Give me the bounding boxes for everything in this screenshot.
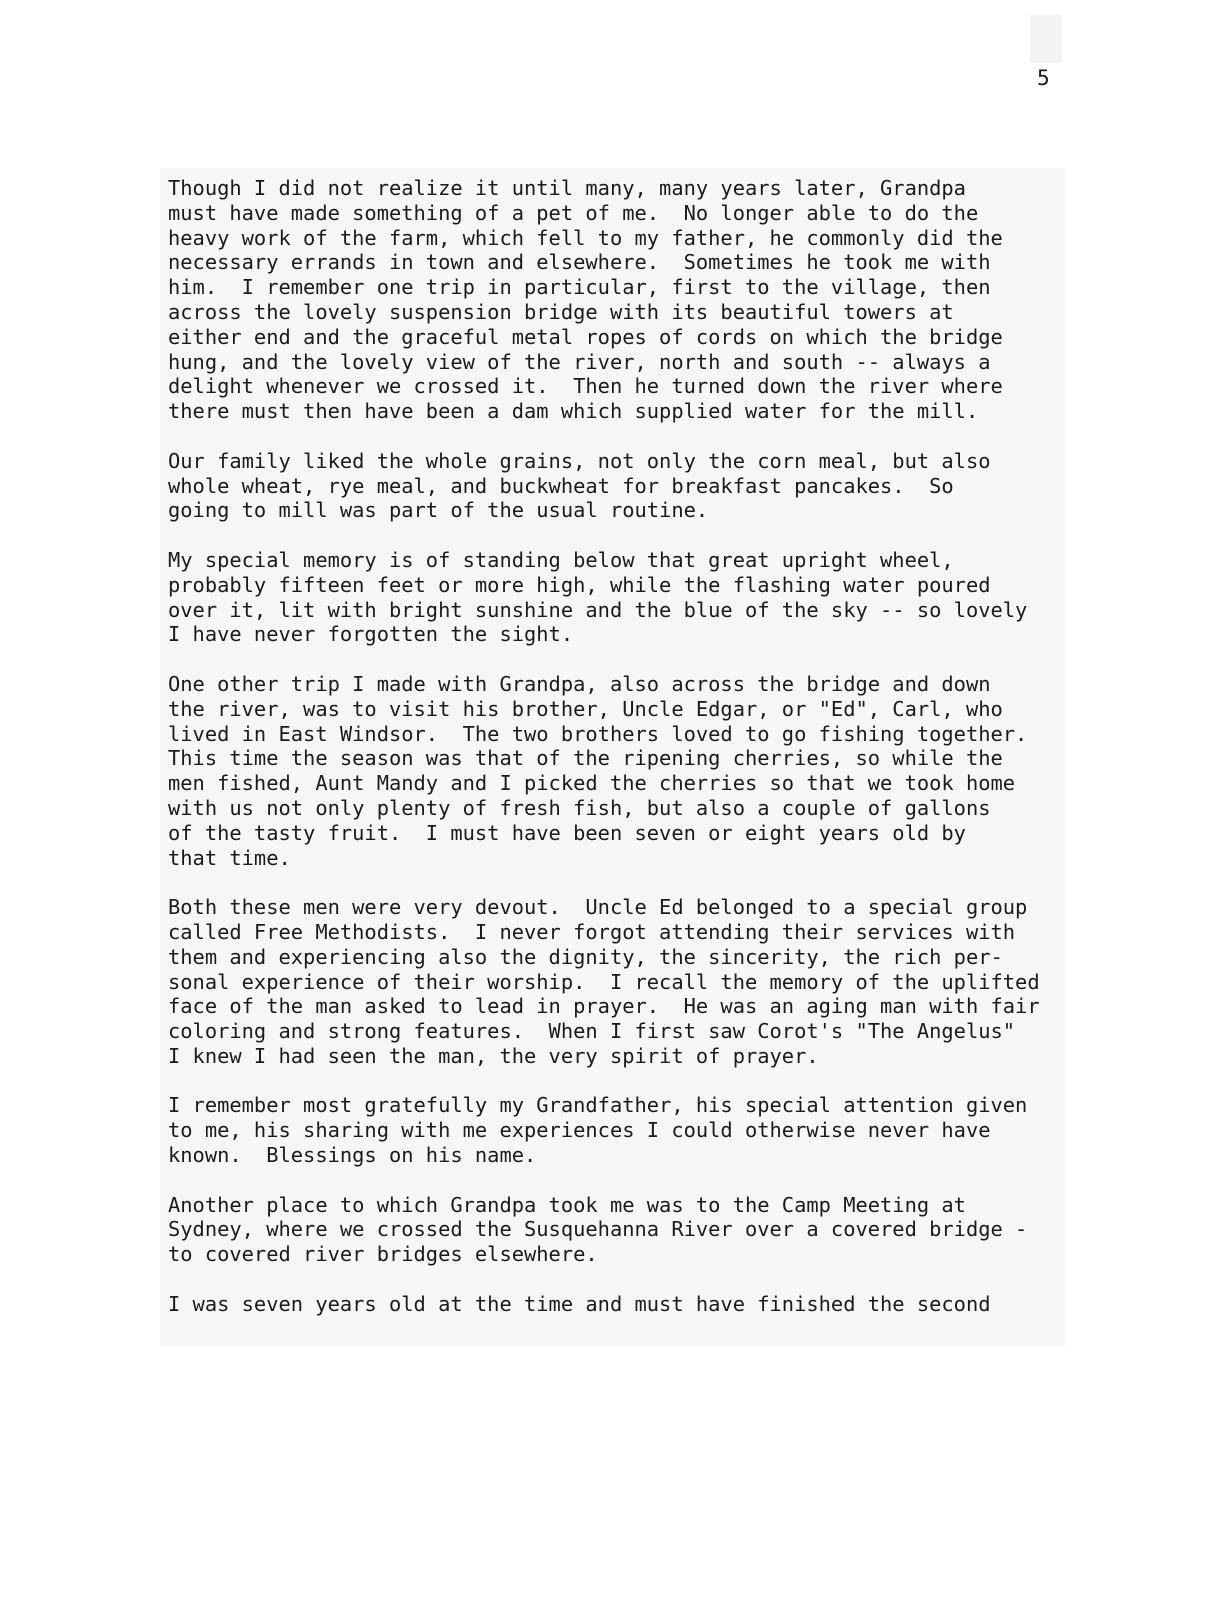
text-line: hung, and the lovely view of the river, north and south -- always a	[168, 349, 991, 374]
text-line: delight whenever we crossed it. Then he turned down the river where	[168, 374, 1003, 399]
text-line: him. I remember one trip in particular, first to the village, then	[168, 275, 991, 300]
text-line: lived in East Windsor. The two brothers loved to go fishing together.	[168, 721, 1028, 746]
text-line: Sydney, where we crossed the Susquehanna River over a covered bridge -	[168, 1217, 1028, 1242]
text-line: the river, was to visit his brother, Uncle Edgar, or "Ed", Carl, who	[168, 696, 1003, 721]
text-line: them and experiencing also the dignity, the sincerity, the rich per-	[168, 944, 1003, 969]
text-line: sonal experience of their worship. I recall the memory of the uplifted	[168, 969, 1040, 994]
text-line: either end and the graceful metal ropes of cords on which the bridge	[168, 324, 1003, 349]
body-text	[168, 176, 1063, 1341]
text-line: I have never forgotten the sight.	[168, 622, 574, 647]
text-line: face of the man asked to lead in prayer. He was an aging man with fair	[168, 994, 1040, 1019]
paragraph	[168, 1193, 1063, 1267]
text-line: I knew I had seen the man, the very spirit of prayer.	[168, 1043, 819, 1068]
text-line: whole wheat, rye meal, and buckwheat for breakfast pancakes. So	[168, 473, 954, 498]
text-line: Another place to which Grandpa took me was to the Camp Meeting at	[168, 1192, 966, 1217]
paragraph	[168, 1093, 1063, 1167]
text-line: coloring and strong features. When I first saw Corot's "The Angelus"	[168, 1019, 1016, 1044]
paragraph	[168, 548, 1063, 647]
text-line: across the lovely suspension bridge with its beautiful towers at	[168, 299, 954, 324]
text-line: Our family liked the whole grains, not only the corn meal, but also	[168, 448, 991, 473]
paragraph	[168, 895, 1063, 1069]
text-line: that time.	[168, 845, 291, 870]
page-number: 5	[1037, 66, 1050, 90]
text-line: known. Blessings on his name.	[168, 1143, 537, 1168]
text-line: men fished, Aunt Mandy and I picked the cherries so that we took home	[168, 771, 1016, 796]
paragraph	[168, 176, 1063, 424]
paragraph	[168, 672, 1063, 870]
text-line: I remember most gratefully my Grandfather, his special attention given	[168, 1093, 1028, 1118]
text-line: must have made something of a pet of me. No longer able to do the	[168, 200, 979, 225]
text-line: Both these men were very devout. Uncle Ed belonged to a special group	[168, 895, 1028, 920]
scan-mark	[1030, 15, 1062, 63]
paragraph	[168, 1292, 1063, 1317]
text-line: there must then have been a dam which supplied water for the mill.	[168, 399, 979, 424]
text-line: Though I did not realize it until many, many years later, Grandpa	[168, 176, 966, 200]
text-line: over it, lit with bright sunshine and the blue of the sky -- so lovely	[168, 597, 1028, 622]
text-line: to me, his sharing with me experiences I could otherwise never have	[168, 1118, 991, 1143]
text-line: of the tasty fruit. I must have been seven or eight years old by	[168, 820, 966, 845]
text-line: probably fifteen feet or more high, while the flashing water poured	[168, 572, 991, 597]
text-line: to covered river bridges elsewhere.	[168, 1242, 598, 1267]
text-line: necessary errands in town and elsewhere. Sometimes he took me with	[168, 250, 991, 275]
text-line: One other trip I made with Grandpa, also across the bridge and down	[168, 671, 991, 696]
text-line: going to mill was part of the usual routine.	[168, 498, 709, 523]
text-line: My special memory is of standing below that great upright wheel,	[168, 547, 954, 572]
text-line: called Free Methodists. I never forgot attending their services with	[168, 919, 1016, 944]
paragraph	[168, 449, 1063, 523]
text-line: This time the season was that of the ripening cherries, so while the	[168, 746, 1003, 771]
text-line: heavy work of the farm, which fell to my father, he commonly did the	[168, 225, 1003, 250]
text-line: I was seven years old at the time and must have finished the second	[168, 1291, 991, 1316]
text-line: with us not only plenty of fresh fish, but also a couple of gallons	[168, 795, 991, 820]
